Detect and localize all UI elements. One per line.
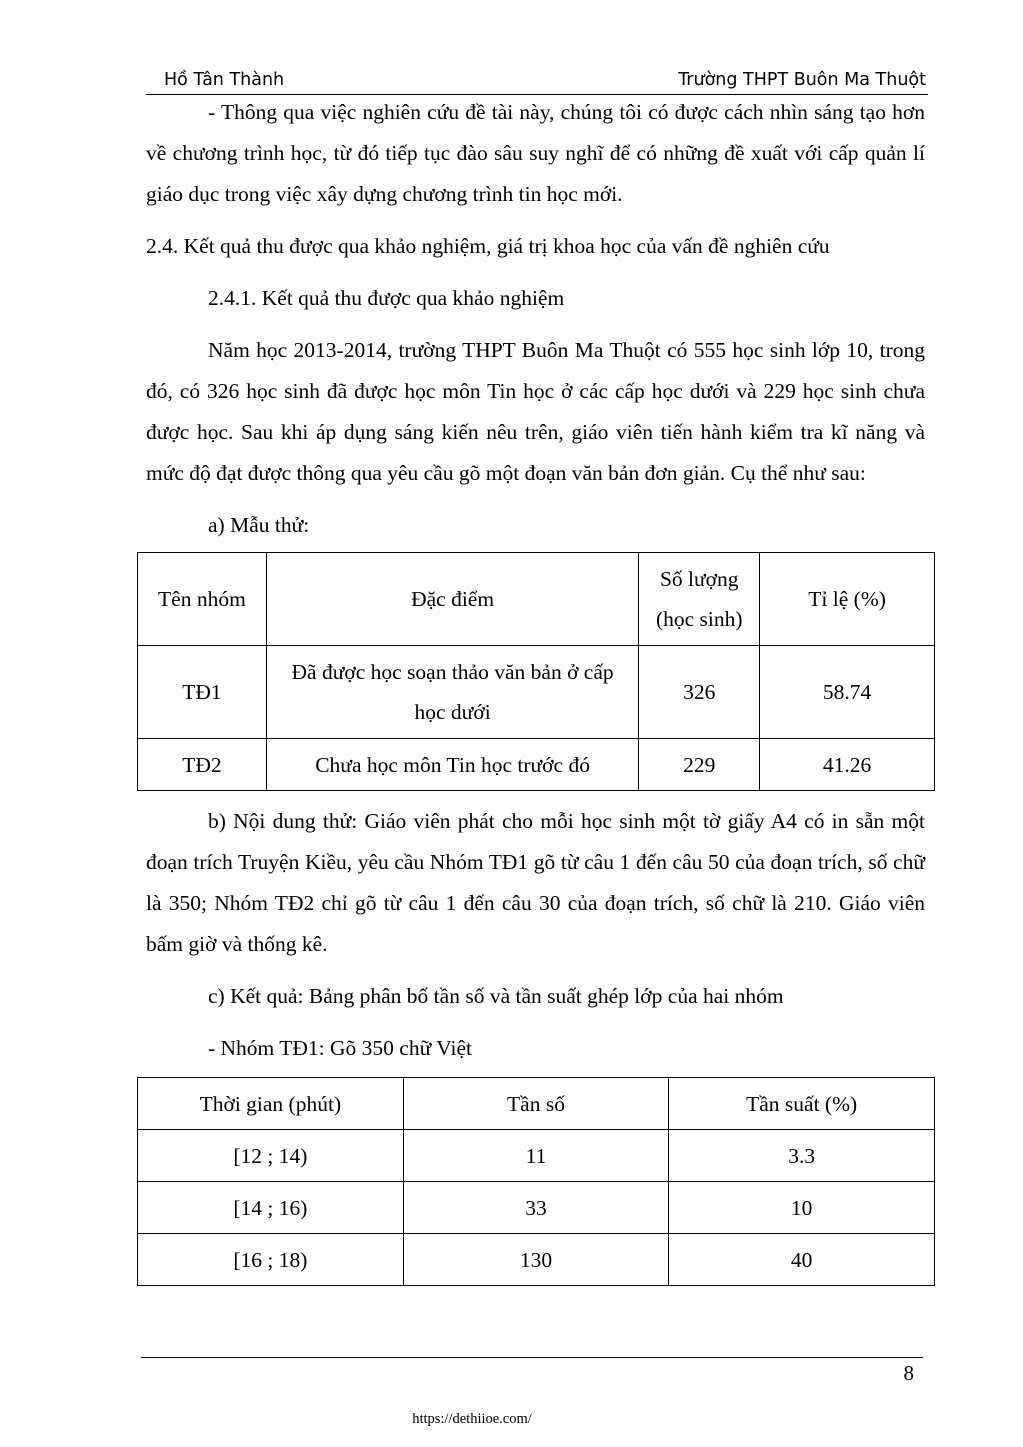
table-row (138, 1130, 935, 1182)
footer-divider (141, 1357, 923, 1358)
subsection-heading-2-4-1: 2.4.1. Kết quả thu được qua khảo nghiệm (208, 286, 565, 310)
cell-time: [12 ; 14) (138, 1130, 404, 1182)
table-row (138, 1234, 935, 1286)
paragraph-context: Năm học 2013-2014, trường THPT Buôn Ma Thuột có 555 học sinh lớp 10, trong đó, có 326 học sinh đã được học môn Tin học ở các cấp học dưới và 229 học sinh chưa được học. Sau khi áp dụng sáng kiến nêu trên, giáo viên tiến hành kiểm tra kĩ năng và mức độ đạt được thông qua yêu cầu gõ một đoạn văn bản đơn giản. Cụ thể như sau: (146, 338, 925, 485)
cell-feature: Chưa học môn Tin học trước đó (266, 739, 638, 791)
cell-ratio: 58.74 (760, 646, 935, 739)
header-feature: Đặc điểm (266, 553, 638, 646)
paragraph-test-content: b) Nội dung thử: Giáo viên phát cho mỗi học sinh một tờ giấy A4 có in sẵn một đoạn trích Truyện Kiều, yêu cầu Nhóm TĐ1 gõ từ câu 1 đến câu 50 của đoạn trích, số chữ là 350; Nhóm TĐ2 chỉ gõ từ câu 1 đến câu 30 của đoạn trích, số chữ là 210. Giáo viên bấm giờ và thống kê. (146, 809, 925, 956)
cell-group: TĐ2 (138, 739, 267, 791)
label-sample: a) Mẫu thử: (208, 513, 310, 537)
page-content (146, 92, 925, 1286)
cell-percentage: 40 (669, 1234, 935, 1286)
cell-frequency: 130 (403, 1234, 669, 1286)
cell-percentage: 10 (669, 1182, 935, 1234)
table-header-row (138, 553, 935, 646)
header-count: Số lượng (học sinh) (639, 553, 760, 646)
cell-time: [14 ; 16) (138, 1182, 404, 1234)
table-row (138, 739, 935, 791)
header-author: Hồ Tân Thành (164, 70, 285, 90)
page-header (146, 68, 926, 92)
label-results: c) Kết quả: Bảng phân bố tần số và tần suất ghép lớp của hai nhóm (208, 984, 784, 1008)
header-frequency: Tần số (403, 1078, 669, 1130)
header-percentage: Tần suất (%) (669, 1078, 935, 1130)
cell-frequency: 33 (403, 1182, 669, 1234)
cell-ratio: 41.26 (760, 739, 935, 791)
frequency-table (137, 1077, 935, 1286)
table-row (138, 646, 935, 739)
cell-group: TĐ1 (138, 646, 267, 739)
sample-table (137, 552, 935, 791)
cell-count: 326 (639, 646, 760, 739)
table-row (138, 1182, 935, 1234)
cell-count: 229 (639, 739, 760, 791)
page-number: 8 (903, 1361, 914, 1385)
cell-percentage: 3.3 (669, 1130, 935, 1182)
cell-frequency: 11 (403, 1130, 669, 1182)
header-ratio: Tỉ lệ (%) (760, 553, 935, 646)
section-heading-2-4: 2.4. Kết quả thu được qua khảo nghiệm, giá trị khoa học của vấn đề nghiên cứu (146, 234, 830, 258)
table-header-row (138, 1078, 935, 1130)
header-time: Thời gian (phút) (138, 1078, 404, 1130)
paragraph-intro: - Thông qua việc nghiên cứu đề tài này, chúng tôi có được cách nhìn sáng tạo hơn về chương trình học, từ đó tiếp tục đào sâu suy nghĩ để có những đề xuất với cấp quản lí giáo dục trong việc xây dựng chương trình tin học mới. (146, 100, 925, 206)
cell-time: [16 ; 18) (138, 1234, 404, 1286)
cell-feature: Đã được học soạn thảo văn bản ở cấp học dưới (266, 646, 638, 739)
footer-url[interactable]: https://dethiioe.com/ (412, 1411, 532, 1427)
label-group-td1: - Nhóm TĐ1: Gõ 350 chữ Việt (208, 1036, 472, 1060)
header-school: Trường THPT Buôn Ma Thuột (678, 70, 926, 90)
header-group: Tên nhóm (138, 553, 267, 646)
